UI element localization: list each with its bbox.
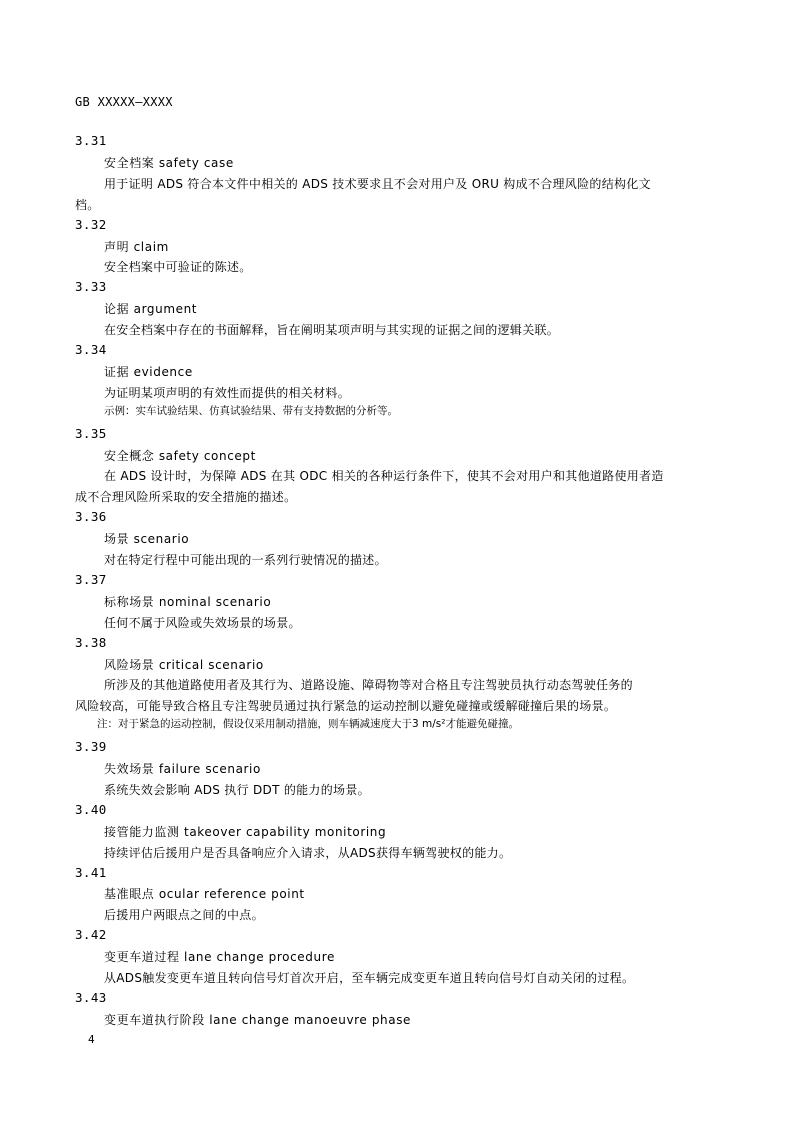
term-definition: 在安全档案中存在的书面解释，旨在阐明某项声明与其实现的证据之间的逻辑关联。 — [104, 323, 560, 338]
term-example: 示例：实车试验结果、仿真试验结果、带有支持数据的分析等。 — [104, 404, 398, 417]
term-definition: 从ADS触发变更车道且转向信号灯首次开启，至车辆完成变更车道且转向信号灯自动关闭的过程。 — [104, 971, 635, 985]
term-number: 3.35 — [75, 425, 107, 441]
term-number: 3.34 — [75, 342, 107, 357]
term-number: 3.36 — [75, 509, 107, 525]
term-number: 3.37 — [75, 571, 107, 587]
term-definition: 所涉及的其他道路使用者及其行为、道路设施、障碍物等对合格且专注驾驶员执行动态驾驶任务的 — [104, 678, 633, 693]
term-number: 3.42 — [75, 927, 107, 943]
term-definition: 成不合理风险所采取的安全措施的描述。 — [75, 490, 297, 505]
term-title: 变更车道过程 lane change procedure — [104, 950, 335, 965]
term-number: 3.39 — [75, 739, 107, 755]
term-title: 接管能力监测 takeover capability monitoring — [104, 824, 387, 839]
term-number: 3.33 — [75, 279, 107, 295]
term-definition: 对在特定行程中可能出现的一系列行驶情况的描述。 — [104, 553, 387, 567]
term-number: 3.31 — [75, 133, 107, 148]
term-number: 3.41 — [75, 864, 107, 880]
document-header: GB XXXXX—XXXX — [75, 95, 173, 109]
term-number: 3.43 — [75, 989, 107, 1005]
term-title: 标称场景 nominal scenario — [104, 594, 272, 609]
term-number: 3.38 — [75, 634, 107, 650]
term-title: 安全档案 safety case — [104, 155, 234, 170]
term-definition: 用于证明 ADS 符合本文件中相关的 ADS 技术要求且不会对用户及 ORU 构成不合理风险的结构化文 — [104, 176, 651, 191]
term-title: 场景 scenario — [104, 532, 190, 547]
term-title: 变更车道执行阶段 lane change manoeuvre phase — [104, 1012, 412, 1027]
term-title: 声明 claim — [104, 239, 169, 254]
term-definition: 系统失效会影响 ADS 执行 DDT 的能力的场景。 — [104, 782, 370, 797]
term-title: 失效场景 failure scenario — [104, 762, 261, 776]
term-title: 论据 argument — [104, 302, 198, 317]
term-definition: 风险较高，可能导致合格且专注驾驶员通过执行紧急的运动控制以避免碰撞或缓解碰撞后果的场景。 — [75, 699, 617, 714]
term-title: 证据 evidence — [104, 364, 193, 379]
term-definition: 档。 — [75, 197, 100, 212]
term-note: 注：对于紧急的运动控制，假设仅采用制动措施，则车辆减速度大于3 m/s²才能避免碰撞。 — [97, 718, 519, 731]
term-number: 3.32 — [75, 216, 107, 232]
term-definition: 安全档案中可验证的陈述。 — [104, 260, 252, 275]
term-definition: 任何不属于风险或失效场景的场景。 — [104, 615, 301, 630]
term-definition: 在 ADS 设计时，为保障 ADS 在其 ODC 相关的各种运行条件下，使其不会对用户和其他道路使用者造 — [104, 469, 664, 484]
term-title: 安全概念 safety concept — [104, 448, 256, 463]
term-definition: 持续评估后援用户是否具备响应介入请求，从ADS获得车辆驾驶权的能力。 — [104, 845, 512, 860]
term-definition: 为证明某项声明的有效性而提供的相关材料。 — [104, 385, 351, 400]
term-number: 3.40 — [75, 801, 107, 817]
term-title: 风险场景 critical scenario — [104, 657, 264, 672]
term-definition: 后援用户两眼点之间的中点。 — [104, 908, 264, 923]
term-title: 基准眼点 ocular reference point — [104, 887, 305, 902]
page-number: 4 — [88, 1033, 95, 1046]
